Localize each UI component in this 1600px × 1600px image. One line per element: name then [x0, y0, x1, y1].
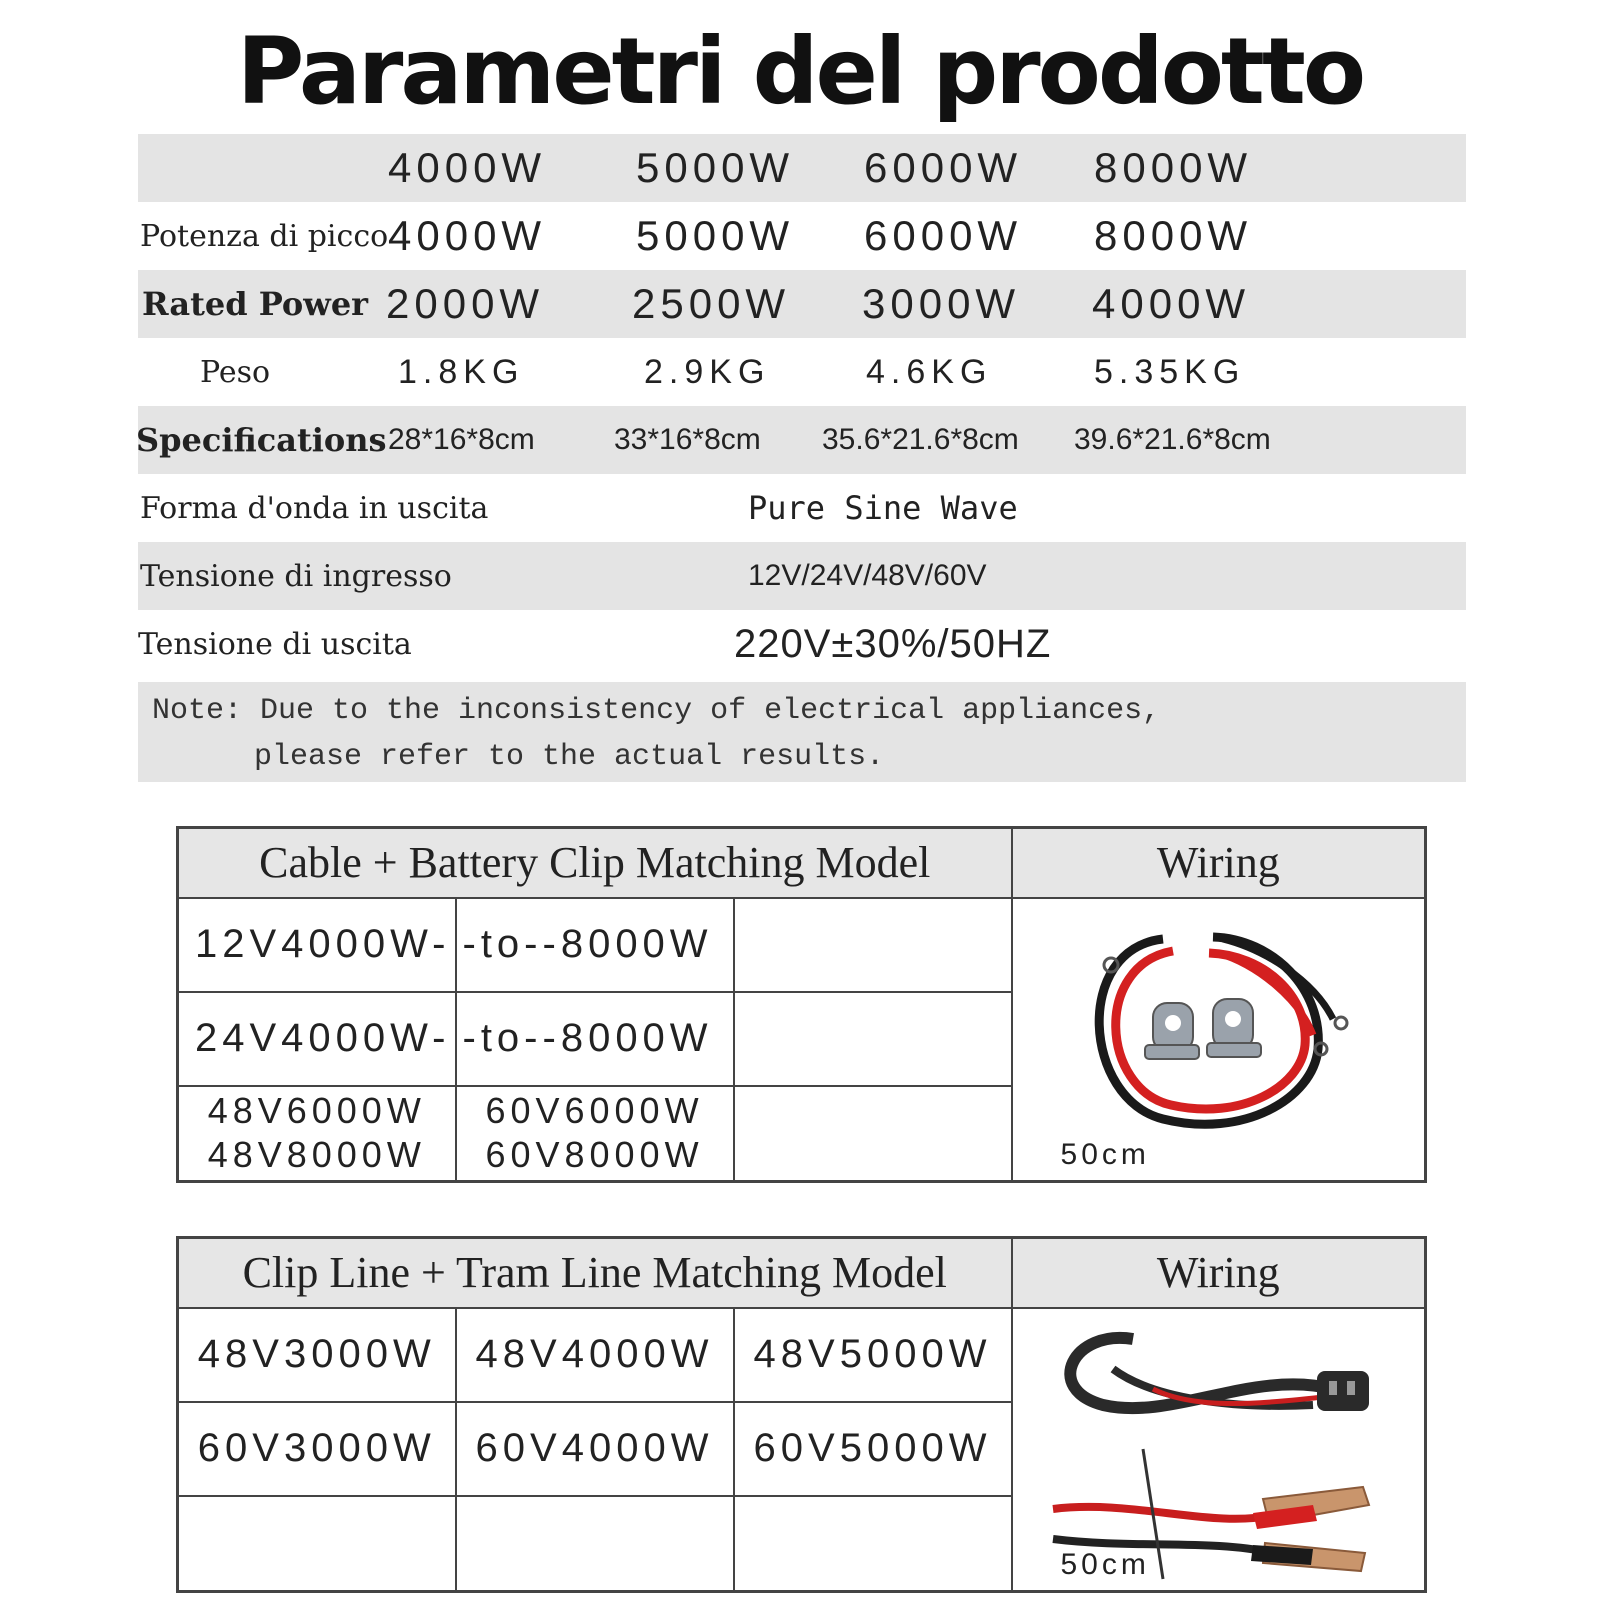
- specifications-value: 28*16*8cm: [388, 423, 535, 456]
- clip-wiring-cell: [1012, 1308, 1426, 1592]
- clip-model-cell: 60V4000W: [456, 1402, 734, 1496]
- spec-table: [138, 134, 1466, 678]
- weight-value: 5.35KG: [1094, 352, 1246, 391]
- cable-battery-clip-table: [176, 826, 1427, 1183]
- spec-row-weight: [138, 338, 1466, 406]
- spec-row-models: [138, 134, 1466, 202]
- model-col-1: 4000W: [388, 144, 547, 191]
- rated-power-label: Rated Power: [142, 285, 369, 323]
- cable-empty-cell: [734, 992, 1012, 1086]
- weight-label: Peso: [200, 354, 271, 390]
- peak-power-label: Potenza di picco: [140, 218, 389, 254]
- cable-model-cell: 12V4000W-: [178, 898, 456, 992]
- spec-row-input-voltage: [138, 542, 1466, 610]
- page-title: Parametri del prodotto: [236, 18, 1364, 125]
- cable-model-cell: -to--8000W: [456, 898, 734, 992]
- specifications-label: Specifications: [136, 421, 387, 459]
- weight-value: 4.6KG: [866, 352, 993, 391]
- output-voltage-value: 220V±30%/50HZ: [734, 621, 1052, 666]
- spec-row-specifications: [138, 406, 1466, 474]
- input-voltage-label: Tensione di ingresso: [140, 558, 452, 594]
- clip-tram-line-table: [176, 1236, 1427, 1593]
- rated-power-value: 3000W: [862, 280, 1021, 327]
- peak-power-value: 5000W: [636, 212, 795, 259]
- clip-table-header: Clip Line + Tram Line Matching Model: [178, 1238, 1012, 1308]
- specifications-value: 39.6*21.6*8cm: [1074, 423, 1271, 456]
- cable-table-header: Cable + Battery Clip Matching Model: [178, 828, 1012, 898]
- cable-model-cell: 24V4000W-: [178, 992, 456, 1086]
- clip-empty-cell: [456, 1496, 734, 1592]
- waveform-label: Forma d'onda in uscita: [140, 490, 489, 526]
- clip-empty-cell: [734, 1496, 1012, 1592]
- peak-power-value: 8000W: [1094, 212, 1253, 259]
- peak-power-value: 6000W: [864, 212, 1023, 259]
- clip-model-cell: 48V5000W: [734, 1308, 1012, 1402]
- cable-empty-cell: [734, 898, 1012, 992]
- cable-model-cell: -to--8000W: [456, 992, 734, 1086]
- output-voltage-label: Tensione di uscita: [138, 626, 412, 662]
- model-col-3: 6000W: [864, 144, 1023, 191]
- cable-wiring-cell: [1012, 898, 1426, 1182]
- cable-model-cell: 48V6000W 48V8000W: [178, 1086, 456, 1182]
- clip-model-cell: 60V3000W: [178, 1402, 456, 1496]
- rated-power-value: 2500W: [632, 280, 791, 327]
- spec-row-peak-power: [138, 202, 1466, 270]
- specifications-value: 33*16*8cm: [614, 423, 761, 456]
- note-line-1: Note: Due to the inconsistency of electrical appliances,: [152, 694, 1161, 728]
- specifications-value: 35.6*21.6*8cm: [822, 423, 1019, 456]
- weight-value: 2.9KG: [644, 352, 771, 391]
- cable-model-cell: 60V6000W 60V8000W: [456, 1086, 734, 1182]
- note-line-2: please refer to the actual results.: [254, 740, 885, 774]
- cable-wiring-length: 50cm: [1060, 1138, 1150, 1171]
- model-col-2: 5000W: [636, 144, 795, 191]
- clip-wiring-length: 50cm: [1060, 1548, 1150, 1581]
- spec-row-output-voltage: [138, 610, 1466, 678]
- clip-model-cell: 48V3000W: [178, 1308, 456, 1402]
- clip-model-cell: 60V5000W: [734, 1402, 1012, 1496]
- spec-row-rated-power: [138, 270, 1466, 338]
- waveform-value: Pure Sine Wave: [748, 489, 1018, 527]
- clip-empty-cell: [178, 1496, 456, 1592]
- cable-wiring-header: Wiring: [1012, 828, 1426, 898]
- cable-empty-cell: [734, 1086, 1012, 1182]
- spec-row-waveform: [138, 474, 1466, 542]
- model-col-4: 8000W: [1094, 144, 1253, 191]
- note-box: [138, 682, 1466, 782]
- rated-power-value: 2000W: [386, 280, 545, 327]
- clip-model-cell: 48V4000W: [456, 1308, 734, 1402]
- clip-wiring-header: Wiring: [1012, 1238, 1426, 1308]
- input-voltage-value: 12V/24V/48V/60V: [748, 559, 987, 592]
- weight-value: 1.8KG: [398, 352, 525, 391]
- peak-power-value: 4000W: [388, 212, 547, 259]
- rated-power-value: 4000W: [1092, 280, 1251, 327]
